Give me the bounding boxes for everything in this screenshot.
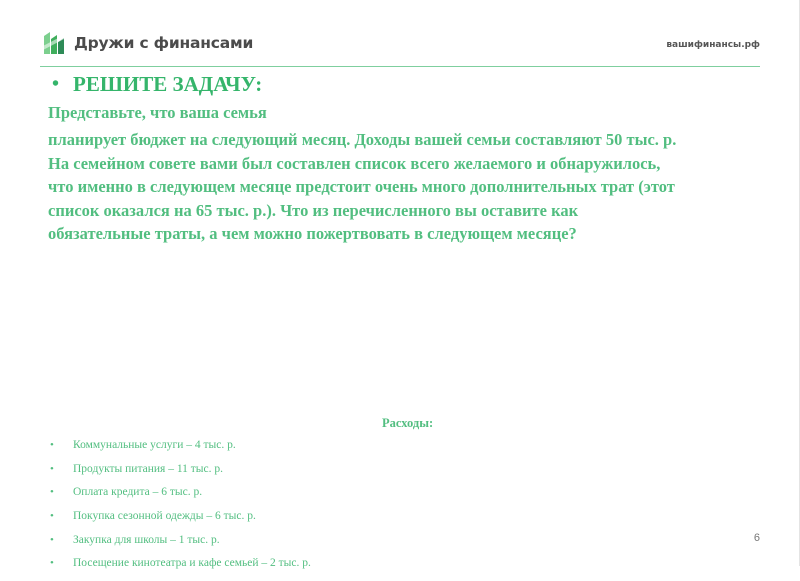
expense-label: Посещение кинотеатра и кафе семьей – 2 тыс. р. (73, 557, 311, 570)
expenses-title: Расходы: (382, 416, 434, 430)
expense-label: Покупка сезонной одежды – 6 тыс. р. (73, 510, 256, 523)
bullet-icon: • (50, 533, 54, 546)
bullet-icon: • (50, 462, 54, 475)
expense-label: Закупка для школы – 1 тыс. р. (73, 533, 220, 546)
logo-text: Дружи с финансами (74, 34, 254, 52)
problem-line: планирует бюджет на следующий месяц. Доходы вашей семьи составляют 50 тыс. р. (48, 130, 677, 149)
problem-line: обязательные траты, а чем можно пожертвовать в следующем месяце? (48, 224, 577, 243)
bullet-icon: • (50, 557, 54, 570)
problem-line: список оказался на 65 тыс. р.). Что из перечисленного вы оставите как (48, 200, 579, 220)
problem-line: что именно в следующем месяце предстоит очень много дополнительных трат (этот (48, 177, 675, 196)
task-heading (52, 72, 262, 97)
site-url[interactable]: вашифинансы.рф (666, 40, 760, 50)
task-heading-text: РЕШИТЕ ЗАДАЧУ: (73, 72, 263, 96)
header-divider (40, 66, 760, 67)
problem-line: На семейном совете вами был составлен список всего желаемого и обнаружилось, (48, 153, 661, 173)
logo (42, 30, 253, 56)
expense-label: Продукты питания – 11 тыс. р. (73, 462, 223, 475)
bullet-icon: • (50, 486, 54, 499)
logo-icon (42, 30, 68, 56)
expense-label: Оплата кредита – 6 тыс. р. (73, 486, 203, 499)
task-problem (48, 128, 788, 246)
expense-label: Коммунальные услуги – 4 тыс. р. (73, 439, 236, 451)
bullet-icon: • (50, 510, 54, 523)
bullet-icon: • (50, 439, 54, 451)
task-intro: Представьте, что ваша семья (48, 103, 267, 122)
slide-header (0, 0, 800, 68)
page-number: 6 (753, 532, 760, 544)
bullet-icon: • (52, 73, 60, 95)
